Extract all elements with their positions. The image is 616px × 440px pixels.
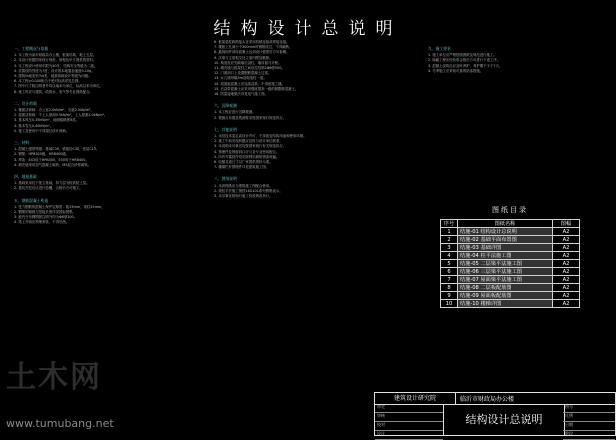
drawing-title: 结施-07 屋面梁平法施工图 [458,276,553,284]
note-line: 3. 本工程设计使用年限为50年，结构安全等级为二级。 [14,63,98,68]
drawing-size: A2 [553,268,580,276]
drawing-index-row [441,236,580,244]
watermark-url: www.tumubang.net [6,417,114,430]
note-line: 6. 框架梁柱纵筋接头宜采用机械连接或焊接连接。 [214,40,290,44]
note-line: 3. 基本风压0.35kN/m²，地面粗糙度B类。 [14,118,80,123]
note-line: 2. 钢筋的锚固与搭接长度详见国标图集。 [14,210,76,215]
company-name: 建筑设计研究院 [375,393,456,404]
note-line: 1. 基础采用柱下独立基础，持力层为粉质粘土层。 [14,181,90,186]
drawing-size: A2 [553,276,580,284]
section-heading: 二、设计荷载 [14,100,37,106]
signature-row: 审核 [375,413,443,422]
drawing-number: 7 [441,276,458,284]
note-line: 6. 电梯井道尺寸以厂家提供资料为准。 [214,160,273,165]
notes-column-2 [214,40,419,199]
note-line: 3. 焊条：E43用于HPB300，E50用于HRB400。 [14,157,89,162]
note-line: 4. 抗震设防烈度为7度，设计基本地震加速度0.10g。 [14,68,95,73]
note-line: 1. 混凝土强度等级：基础C30，梁板柱C30，垫层C15。 [14,147,100,152]
drawing-name: 结构设计总说明 [443,404,565,436]
info-row: 日期 [563,422,615,431]
drawing-title: 结施-03 基础详图 [458,244,553,252]
drawing-size: A2 [553,244,580,252]
note-line: 4. 基本雪压0.40kN/m²。 [14,123,54,128]
note-line: 5. 施工及使用中不得超过设计荷载。 [14,128,70,133]
note-line: 9. 次梁与主梁相交处主梁内附加箍筋。 [214,55,273,60]
note-line: 2. 基坑开挖后应进行验槽，合格后方可施工。 [14,186,83,191]
note-line: 8. 悬挑构件须待混凝土达到设计强度后方可拆模。 [214,50,290,55]
note-line: 2. 隐蔽工程应经验收合格后方可进行下道工序。 [428,58,501,63]
drawing-index-row [441,228,580,236]
drawing-number: 9 [441,292,458,300]
note-line: 3. 混凝土浇筑后应及时养护，养护期不少于7天。 [428,63,503,68]
drawing-size: A2 [553,300,580,308]
drawing-index-title: 图纸目录 [492,206,528,214]
info-row: 比例 [563,413,615,422]
drawing-size: A2 [553,228,580,236]
drawing-size: A2 [553,292,580,300]
drawing-index-header-name: 图纸名称 [458,220,553,228]
note-line: 4. 填充墙采用加气混凝土砌块，M5混合砂浆砌筑。 [14,162,92,167]
drawing-index-row [441,244,580,252]
drawing-title: 结施-10 楼梯详图 [458,300,553,308]
project-name: 临沂市财政局办公楼 [460,396,515,403]
note-line: 2. 梁柱平法施工图按16G101系列图集表示。 [214,188,283,193]
signature-row: 设计 [375,431,443,440]
note-line: 16. 防雷接地做法详见电气施工图。 [214,92,268,97]
section-heading: 三、材料 [14,140,30,146]
drawing-title: 结施-02 基础平面布置图 [458,236,553,244]
title-block [374,392,616,436]
drawing-title: 结施-04 柱平法施工图 [458,252,553,260]
drawing-index-header-row [441,220,580,228]
note-line: 4. 预埋件及预留洞口应与各专业密切配合。 [214,149,280,154]
note-line: 7. 楼梯栏杆预埋件详见建筑施工图。 [214,165,270,170]
drawing-number: 8 [441,284,458,292]
note-line: 1. 受力钢筋的混凝土保护层厚度：板15mm，梁柱25mm。 [14,204,105,209]
note-line: 1. 楼面活荷载：办公室2.0kN/m²，走廊2.5kN/m²。 [14,108,94,113]
note-line: 8. 施工时应与建筑、给排水、电气等专业图纸配合。 [14,89,93,94]
section-heading: 五、钢筋混凝土构造 [14,197,49,203]
section-heading: 一、工程概况与依据 [14,46,49,51]
drawing-number: 6 [441,268,458,276]
drawing-title: 结施-06 三层梁平法施工图 [458,268,553,276]
note-line: 12. 门窗洞口上设置钢筋混凝土过梁。 [214,71,272,76]
note-line: 2. 观测点布置及观测要求按国家现行规范执行。 [214,115,287,120]
drawing-size: A2 [553,260,580,268]
note-line: 11. 填充墙与框架柱之间设拉结筋2Φ6@500。 [214,66,285,71]
note-line: 3. 板内分布钢筋除注明外均为Φ6@200。 [14,215,78,220]
drawing-size: A2 [553,284,580,292]
drawing-number: 10 [441,300,458,308]
note-line: 6. 本工程±0.000相当于绝对标高详见总图。 [14,79,82,84]
note-line: 3. 本说明未尽事宜均按国家现行有关规范执行。 [214,144,287,149]
drawing-index-row [441,292,580,300]
title-block-info [563,404,615,436]
drawing-number: 1 [441,228,458,236]
note-line: 7. 楼板上孔洞小于300mm时钢筋绕过，不得截断。 [214,45,293,50]
note-line: 5. 所有外露铁件均应除锈后刷防锈漆两遍。 [214,154,280,159]
drawing-index-row [441,284,580,292]
section-heading: 九、施工要求 [428,46,451,51]
signature-row: 审定 [375,404,443,413]
drawing-title: 结施-01 结构设计总说明 [458,228,553,236]
note-line: 1. 未经技术鉴定或设计许可，不得改变结构用途和使用环境。 [214,134,307,139]
drawing-size: A2 [553,252,580,260]
section-heading: 六、沉降观测 [214,103,237,109]
section-heading: 七、其他说明 [214,126,237,132]
signature-row: 校对 [375,422,443,431]
note-line: 2. 施工中如发现问题应及时与设计单位联系。 [214,139,283,144]
note-line: 7. 图中尺寸除注明者外均以毫米为单位，标高以米为单位。 [14,84,104,89]
section-heading: 八、图纸说明 [214,176,237,182]
drawing-index-row [441,268,580,276]
note-line: 4. 冬季施工应采取可靠的防冻措施。 [428,68,484,73]
drawing-index-header-size: 图幅 [553,220,580,228]
note-line: 13. 女儿墙每隔3m设构造柱一道。 [214,76,267,81]
note-line: 14. 屋面板混凝土应连续浇筑，不得留施工缝。 [214,81,285,86]
drawing-title: 结施-05 二层梁平法施工图 [458,260,553,268]
note-line: 2. 钢筋：HPB300级，HRB400级。 [14,152,70,157]
notes-column-1 [14,40,204,226]
notes-column-3 [428,40,608,74]
drawing-number: 5 [441,260,458,268]
note-line: 2. 屋面活荷载：不上人屋面0.5kN/m²，上人屋面2.0kN/m²。 [14,113,108,118]
note-line: 2. 本设计依据国家现行规范、规程及甲方提供的资料。 [14,58,97,63]
note-line: 4. 梁上开洞应预埋套管，不得后凿。 [14,220,70,225]
note-line: 1. 施工单位应严格按照图纸及规范进行施工。 [428,53,497,58]
drawing-title: 结施-08 二层板配筋图 [458,284,553,292]
section-heading: 四、地基基础 [14,174,37,180]
drawing-index-row [441,252,580,260]
note-line: 1. 本工程为某市财政局办公楼，框架结构，地上五层。 [14,53,97,58]
drawing-index [440,205,580,308]
drawing-index-row [441,260,580,268]
drawing-number: 4 [441,252,458,260]
document-title: 结构设计总说明 [213,19,403,39]
note-line: 1. 本套图纸应与建筑施工图配合使用。 [214,183,273,188]
note-line: 1. 本工程应进行沉降观测。 [214,110,256,115]
note-line: 5. 建筑场地类别为II类，地基基础设计等级为丙级。 [14,74,92,79]
info-row: 图号 [563,404,615,413]
drawing-number: 3 [441,244,458,252]
drawing-title: 结施-09 屋面板配筋图 [458,292,553,300]
drawing-size: A2 [553,236,580,244]
note-line: 3. 未尽事宜按现行施工验收规范执行。 [214,194,273,199]
drawing-index-row [441,276,580,284]
watermark-logo: 土木网 [6,360,102,395]
drawing-index-table [440,219,580,308]
info-row: 阶段 [563,431,615,440]
note-line: 10. 构造柱应先砌墙后浇柱，墙体留马牙槎。 [214,60,282,65]
note-line: 15. 后浇带混凝土应采用强度提高一级的微膨胀混凝土。 [214,86,299,91]
drawing-index-header-no: 序号 [441,220,458,228]
drawing-index-row [441,300,580,308]
title-block-signatures [375,404,443,436]
drawing-number: 2 [441,236,458,244]
